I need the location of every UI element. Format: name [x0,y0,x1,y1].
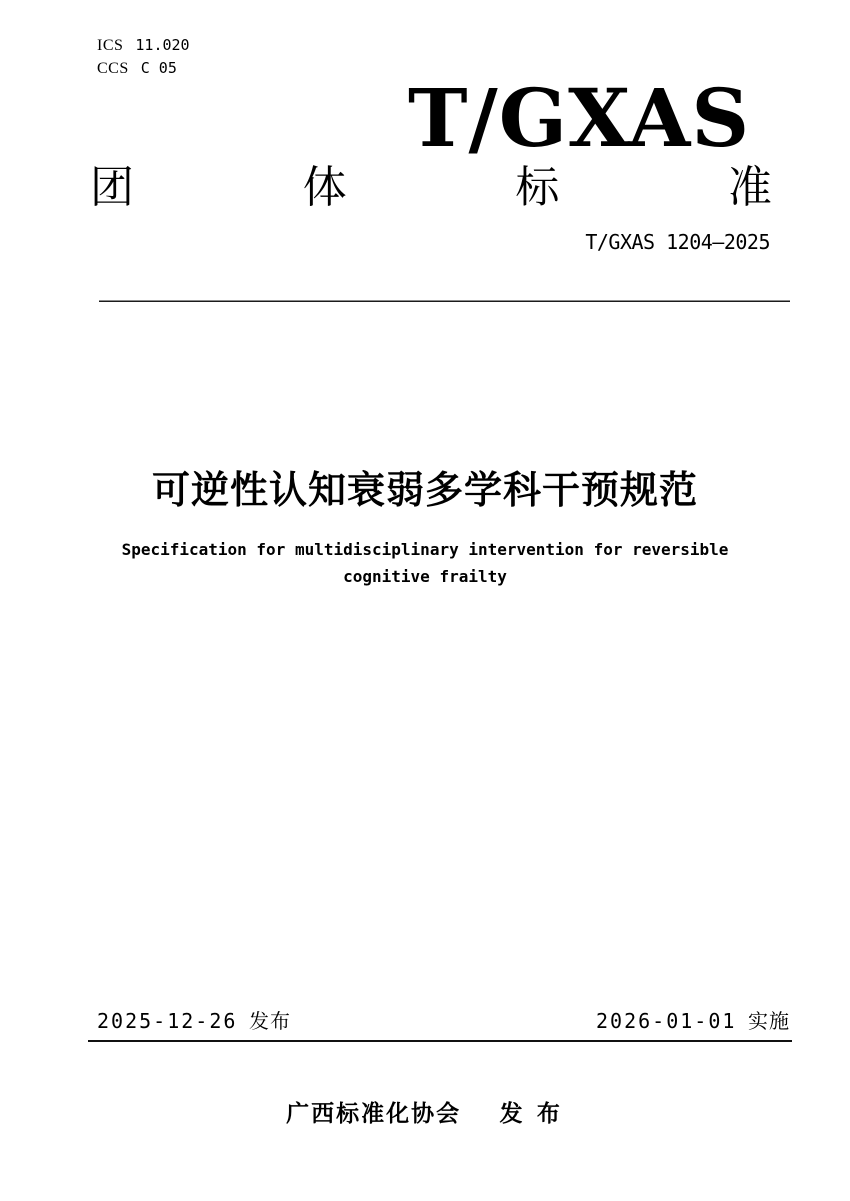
doc-type-char: 体 [302,163,347,212]
standard-body-logo: T/GXAS [408,71,751,165]
standard-title-chinese: 可逆性认知衰弱多学科干预规范 [151,470,698,512]
publisher-line [0,1095,850,1128]
ccs-code-row [97,57,190,80]
standard-title-english [0,536,850,590]
header-rule [99,300,790,302]
document-type-row [90,164,772,212]
dates-row [97,1009,790,1034]
issue-date: 2025-12-26 [97,1009,238,1033]
issue-date-group [97,1009,291,1034]
ics-value: 11.020 [135,36,190,54]
ccs-label: CCS [97,60,129,77]
english-title-line1: Specification for multidisciplinary intervention for reversible [121,540,729,559]
implement-label: 实施 [748,1011,790,1033]
implement-date-group [596,1009,790,1034]
publish-action: 发 布 [499,1100,564,1126]
footer-rule [88,1040,792,1042]
standard-number: T/GXAS 1204—2025 [585,230,770,254]
ccs-value: C 05 [140,59,177,77]
classification-codes [97,34,190,80]
doc-type-char: 团 [90,163,134,212]
issue-label: 发布 [248,1011,291,1033]
doc-type-char: 标 [515,163,560,212]
publisher-name: 广西标准化协会 [286,1100,462,1126]
ics-code-row [97,34,190,57]
doc-type-char: 准 [727,163,772,212]
implement-date: 2026-01-01 [596,1009,737,1033]
ics-label: ICS [97,37,124,54]
english-title-line2: cognitive frailty [343,567,507,586]
